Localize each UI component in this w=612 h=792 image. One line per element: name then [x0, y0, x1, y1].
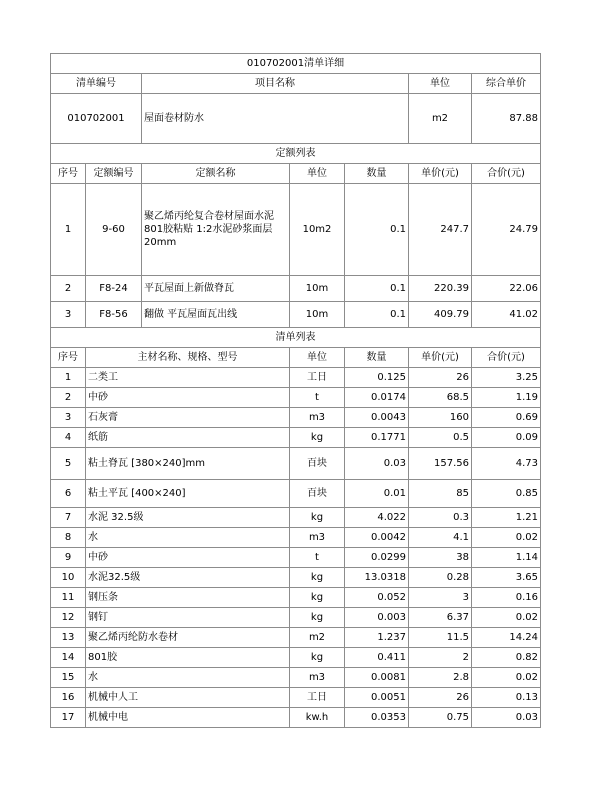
material-price: 38	[409, 548, 472, 568]
material-unit: 工日	[290, 688, 345, 708]
quota-no: 1	[51, 184, 86, 276]
material-name: 水	[86, 668, 290, 688]
material-unit: m3	[290, 408, 345, 428]
summary-row	[51, 94, 541, 144]
material-total: 0.02	[472, 528, 541, 548]
material-name: 纸筋	[86, 428, 290, 448]
material-total: 14.24	[472, 628, 541, 648]
material-no: 15	[51, 668, 86, 688]
material-row	[51, 628, 541, 648]
material-qty: 0.411	[345, 648, 409, 668]
material-qty: 0.125	[345, 368, 409, 388]
quota-code: 9-60	[86, 184, 142, 276]
quota-unit: 10m	[290, 302, 345, 328]
material-name: 钢钉	[86, 608, 290, 628]
header-unit-price: 综合单价	[472, 74, 541, 94]
material-row	[51, 668, 541, 688]
material-qty: 0.0174	[345, 388, 409, 408]
material-no: 9	[51, 548, 86, 568]
material-qty: 0.0043	[345, 408, 409, 428]
quota-total: 22.06	[472, 276, 541, 302]
material-total: 1.21	[472, 508, 541, 528]
material-qty: 0.003	[345, 608, 409, 628]
quota-unit: 10m	[290, 276, 345, 302]
material-price: 2.8	[409, 668, 472, 688]
material-total: 0.02	[472, 668, 541, 688]
material-qty: 0.0299	[345, 548, 409, 568]
material-no: 13	[51, 628, 86, 648]
material-no: 4	[51, 428, 86, 448]
quota-total: 24.79	[472, 184, 541, 276]
material-unit: 百块	[290, 448, 345, 480]
material-total: 1.14	[472, 548, 541, 568]
materials-header-total: 合价(元)	[472, 348, 541, 368]
quota-price: 247.7	[409, 184, 472, 276]
material-no: 7	[51, 508, 86, 528]
materials-header-name: 主材名称、规格、型号	[86, 348, 290, 368]
quota-code: F8-24	[86, 276, 142, 302]
material-name: 水泥 32.5级	[86, 508, 290, 528]
material-no: 17	[51, 708, 86, 728]
material-total: 0.69	[472, 408, 541, 428]
material-total: 3.65	[472, 568, 541, 588]
material-price: 157.56	[409, 448, 472, 480]
material-row	[51, 608, 541, 628]
material-row	[51, 428, 541, 448]
header-item-name: 项目名称	[142, 74, 409, 94]
material-price: 26	[409, 368, 472, 388]
material-price: 6.37	[409, 608, 472, 628]
material-no: 14	[51, 648, 86, 668]
material-row	[51, 480, 541, 508]
quota-header-price: 单价(元)	[409, 164, 472, 184]
quota-qty: 0.1	[345, 302, 409, 328]
material-name: 粘土平瓦 [400×240]	[86, 480, 290, 508]
materials-section-title: 清单列表	[51, 328, 541, 348]
material-row	[51, 568, 541, 588]
material-total: 0.02	[472, 608, 541, 628]
material-no: 11	[51, 588, 86, 608]
materials-header-price: 单价(元)	[409, 348, 472, 368]
quota-row	[51, 276, 541, 302]
material-unit: t	[290, 548, 345, 568]
material-qty: 0.0051	[345, 688, 409, 708]
material-unit: kg	[290, 608, 345, 628]
material-price: 26	[409, 688, 472, 708]
material-row	[51, 388, 541, 408]
material-price: 0.28	[409, 568, 472, 588]
material-qty: 0.0081	[345, 668, 409, 688]
material-unit: kg	[290, 648, 345, 668]
material-total: 0.09	[472, 428, 541, 448]
material-row	[51, 548, 541, 568]
material-unit: t	[290, 388, 345, 408]
material-row	[51, 588, 541, 608]
material-name: 中砂	[86, 548, 290, 568]
material-name: 石灰膏	[86, 408, 290, 428]
material-name: 机械中人工	[86, 688, 290, 708]
material-no: 1	[51, 368, 86, 388]
quota-header-unit: 单位	[290, 164, 345, 184]
quota-name: 聚乙烯丙纶复合卷材屋面水泥801胶粘贴 1:2水泥砂浆面层20mm	[142, 184, 290, 276]
material-no: 6	[51, 480, 86, 508]
quota-header-row	[51, 164, 541, 184]
quota-name: 翻做 平瓦屋面瓦出线	[142, 302, 290, 328]
material-price: 160	[409, 408, 472, 428]
quota-no: 3	[51, 302, 86, 328]
material-name: 水泥32.5级	[86, 568, 290, 588]
quota-no: 2	[51, 276, 86, 302]
material-qty: 0.01	[345, 480, 409, 508]
quota-header-no: 序号	[51, 164, 86, 184]
material-price: 11.5	[409, 628, 472, 648]
material-row	[51, 508, 541, 528]
material-name: 中砂	[86, 388, 290, 408]
quota-section-title: 定额列表	[51, 144, 541, 164]
material-name: 粘土脊瓦 [380×240]mm	[86, 448, 290, 480]
material-qty: 1.237	[345, 628, 409, 648]
item-unit: m2	[409, 94, 472, 144]
material-no: 10	[51, 568, 86, 588]
header-bill-code: 清单编号	[51, 74, 142, 94]
quota-row	[51, 184, 541, 276]
material-price: 68.5	[409, 388, 472, 408]
material-qty: 0.052	[345, 588, 409, 608]
material-name: 二类工	[86, 368, 290, 388]
material-unit: kw.h	[290, 708, 345, 728]
material-total: 0.03	[472, 708, 541, 728]
material-name: 水	[86, 528, 290, 548]
material-row	[51, 408, 541, 428]
material-no: 2	[51, 388, 86, 408]
material-price: 2	[409, 648, 472, 668]
material-no: 16	[51, 688, 86, 708]
material-name: 801胶	[86, 648, 290, 668]
material-unit: kg	[290, 508, 345, 528]
material-no: 3	[51, 408, 86, 428]
materials-header-row	[51, 348, 541, 368]
material-total: 3.25	[472, 368, 541, 388]
material-qty: 0.0353	[345, 708, 409, 728]
bill-detail-table	[50, 53, 541, 728]
material-qty: 0.1771	[345, 428, 409, 448]
material-total: 1.19	[472, 388, 541, 408]
material-qty: 13.0318	[345, 568, 409, 588]
material-name: 聚乙烯丙纶防水卷材	[86, 628, 290, 648]
material-price: 0.3	[409, 508, 472, 528]
material-unit: m3	[290, 528, 345, 548]
quota-name: 平瓦屋面上新做脊瓦	[142, 276, 290, 302]
material-no: 5	[51, 448, 86, 480]
material-row	[51, 368, 541, 388]
material-unit: kg	[290, 428, 345, 448]
material-qty: 0.03	[345, 448, 409, 480]
material-price: 3	[409, 588, 472, 608]
material-no: 8	[51, 528, 86, 548]
material-unit: m2	[290, 628, 345, 648]
quota-header-name: 定额名称	[142, 164, 290, 184]
quota-unit: 10m2	[290, 184, 345, 276]
quota-total: 41.02	[472, 302, 541, 328]
material-total: 0.13	[472, 688, 541, 708]
bill-code: 010702001	[51, 94, 142, 144]
material-unit: kg	[290, 588, 345, 608]
material-row	[51, 448, 541, 480]
quota-code: F8-56	[86, 302, 142, 328]
material-total: 0.85	[472, 480, 541, 508]
quota-price: 220.39	[409, 276, 472, 302]
material-total: 0.82	[472, 648, 541, 668]
material-unit: m3	[290, 668, 345, 688]
materials-header-unit: 单位	[290, 348, 345, 368]
material-qty: 0.0042	[345, 528, 409, 548]
quota-header-qty: 数量	[345, 164, 409, 184]
material-unit: 百块	[290, 480, 345, 508]
quota-price: 409.79	[409, 302, 472, 328]
material-price: 4.1	[409, 528, 472, 548]
material-qty: 4.022	[345, 508, 409, 528]
material-name: 机械中电	[86, 708, 290, 728]
material-total: 4.73	[472, 448, 541, 480]
material-row	[51, 708, 541, 728]
material-total: 0.16	[472, 588, 541, 608]
quota-qty: 0.1	[345, 184, 409, 276]
material-unit: kg	[290, 568, 345, 588]
material-unit: 工日	[290, 368, 345, 388]
material-row	[51, 528, 541, 548]
material-no: 12	[51, 608, 86, 628]
quota-header-code: 定额编号	[86, 164, 142, 184]
quota-header-total: 合价(元)	[472, 164, 541, 184]
summary-header-row	[51, 74, 541, 94]
material-price: 0.5	[409, 428, 472, 448]
material-price: 0.75	[409, 708, 472, 728]
material-row	[51, 648, 541, 668]
material-name: 钢压条	[86, 588, 290, 608]
quota-row	[51, 302, 541, 328]
item-price: 87.88	[472, 94, 541, 144]
quota-qty: 0.1	[345, 276, 409, 302]
material-price: 85	[409, 480, 472, 508]
item-name: 屋面卷材防水	[142, 94, 409, 144]
materials-header-qty: 数量	[345, 348, 409, 368]
materials-header-no: 序号	[51, 348, 86, 368]
material-row	[51, 688, 541, 708]
table-title: 010702001清单详细	[51, 54, 541, 74]
header-unit: 单位	[409, 74, 472, 94]
